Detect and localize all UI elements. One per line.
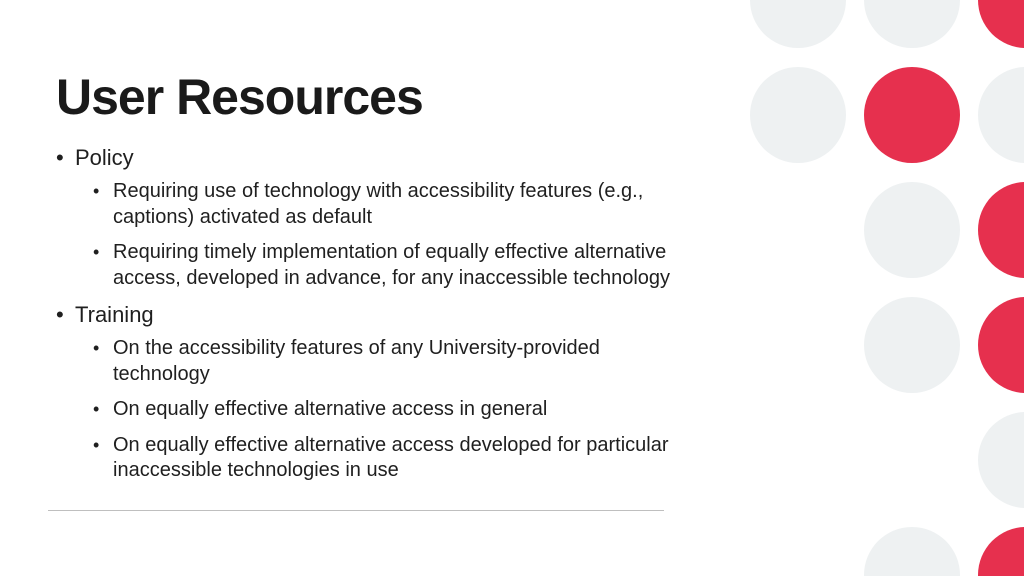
bullet-marker: • <box>93 399 100 419</box>
sub-bullet <box>93 397 738 423</box>
decor-circle-grey <box>750 0 846 48</box>
decor-circle-grey <box>750 67 846 163</box>
sub-bullet-text: Requiring use of technology with accessibility features (e.g., captions) activated as default <box>113 180 644 228</box>
slide-title: User Resources <box>56 69 423 125</box>
decor-circle-red <box>978 297 1024 393</box>
decor-circle-red <box>978 182 1024 278</box>
decor-circle-red <box>864 67 960 163</box>
sub-bullet <box>93 179 713 230</box>
decor-circle-grey <box>864 0 960 48</box>
decor-circle-grey <box>864 182 960 278</box>
sub-bullet-text: On equally effective alternative access in general <box>113 398 548 420</box>
sub-bullet-text: Requiring timely implementation of equally effective alternative access, developed in advance, for any inaccessible technology <box>113 241 671 289</box>
bullet-training <box>56 301 756 328</box>
section-policy <box>56 144 756 291</box>
divider-line <box>48 510 664 511</box>
decor-circle-red <box>978 0 1024 48</box>
section-label: Policy <box>75 145 134 170</box>
decor-circle-grey <box>864 527 960 576</box>
decor-circle-grey <box>978 67 1024 163</box>
decor-circle-red <box>978 527 1024 576</box>
section-label: Training <box>75 302 154 327</box>
bullet-marker: • <box>93 181 100 201</box>
bullet-marker: • <box>93 242 100 262</box>
sub-bullet <box>93 336 673 387</box>
sub-bullet-text: On equally effective alternative access developed for particular inaccessible technologies in use <box>113 433 669 481</box>
bullet-policy <box>56 144 756 171</box>
section-training <box>56 301 756 484</box>
bullet-list <box>56 144 756 494</box>
decor-circle-grey <box>978 412 1024 508</box>
sub-bullet <box>93 240 738 291</box>
bullet-marker: • <box>56 302 64 327</box>
sub-bullet-text: On the accessibility features of any University-provided technology <box>113 337 600 385</box>
bullet-marker: • <box>93 434 100 455</box>
sub-bullet <box>93 433 743 484</box>
bullet-marker: • <box>93 338 100 358</box>
decor-circle-grey <box>864 297 960 393</box>
bullet-marker: • <box>56 145 64 170</box>
